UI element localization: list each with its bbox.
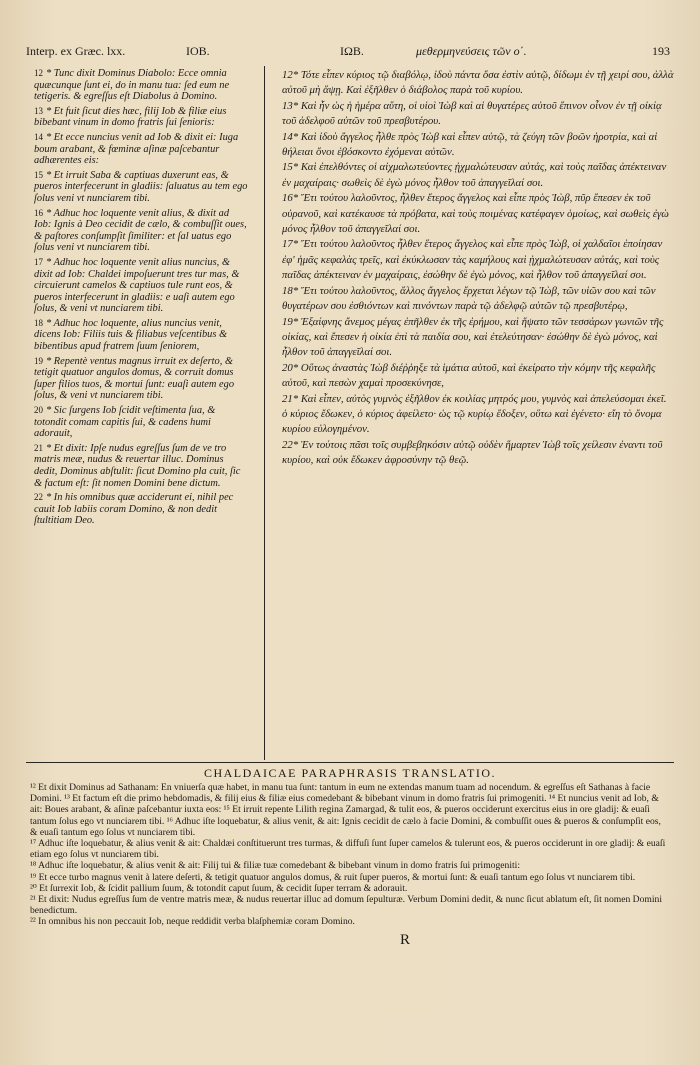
- latin-column: [34, 68, 248, 530]
- greek-verse: [282, 438, 674, 469]
- latin-verse: [34, 356, 248, 402]
- latin-verse-text: * Et dixit: Ipſe nudus egreſſus ſum de ve tro matris meæ, nudus & reuertar illuc. Dominus dedit, Dominus abſtulit: ſicut Domino pla cuit, ſic & factum eſt: ſit nomen Domini bene dictum.: [34, 442, 241, 489]
- latin-verse-text: * Et ecce nuncius venit ad Iob & dixit ei: Iuga boum arabant, & fœminæ aſinæ paſcebantur adhærentes eis:: [34, 131, 239, 167]
- greek-verse-text: * Καὶ ἦν ὡς ἡ ἡμέρα αὕτη, οἱ υἱοὶ Ἰὼβ καὶ αἱ θυγατέρες αὐτοῦ ἔπινον οἶνον ἐν τῇ οἰκίᾳ τοῦ ἀδελφοῦ αὐτῶν τοῦ πρεσβυτέρου.: [282, 99, 662, 128]
- latin-verse-text: * Sic ſurgens Iob ſcidit veſtimenta ſua, & totondit comam capitis ſui, & cadens humi adorauit,: [34, 405, 216, 440]
- latin-verse-number: 14: [34, 131, 43, 142]
- greek-verse-number: 20: [282, 361, 293, 374]
- header-greek-title: μεθερμηνεύσεις τῶν ο΄.: [416, 44, 527, 58]
- chaldaic-line: ¹⁷ Adhuc iſte loquebatur, & alius venit & ait: Chaldæi conſtituerunt tres turmas, & diffuſi ſunt ſuper camelos & tulerunt eos, & pueros occiderunt in ore gladij: & euaſi etiam ego ſolus vt nunciarem tibi.: [30, 838, 666, 861]
- header-book-greek: IΩB.: [340, 44, 364, 58]
- latin-verse-number: 21: [34, 442, 43, 453]
- latin-verse-text: * Adhuc hoc loquente venit alius nuncius, & dixit ad Iob: Chaldei impoſuerunt tres tur mas, & circuierunt camelos & captiuos tule runt eos, & pueros interfecerunt in gladiis: e uaſi autem ego ſolus, & veni vt nunciarem tibi.: [34, 256, 240, 315]
- greek-verse-number: 17: [282, 238, 293, 251]
- greek-verse-text: * Ἔτι τούτου λαλοῦντος ἦλθεν ἕτερος ἄγγελος καὶ εἶπε πρὸς Ἰὼβ, οἱ χαλδαῖοι ἐποίησαν ἐφ' ἡμᾶς κεφαλὰς τρεῖς, καὶ ἐκύκλωσαν τὰς καμήλους καὶ ᾐχμαλώτευσαν αὐτάς, καὶ τοὺς παῖδας ἀπέκτειναν ἐν μαχαίραις, ἐσώθην δὲ ἐγὼ μόνος, καὶ ἦλθον τοῦ ἀπαγγεῖλαί σοι.: [282, 238, 663, 282]
- page-header: [26, 44, 674, 62]
- latin-verse: [34, 318, 248, 353]
- header-book-latin: IOB.: [186, 44, 210, 58]
- latin-verse-number: 18: [34, 317, 43, 328]
- chaldaic-line: ¹² Et dixit Dominus ad Sathanam: En vniuerſa quæ habet, in manu tua ſunt: tantum in eum ne extendas manum tuam ad nocendum. & egreſſus eſt Sathanas à facie Domini. ¹³ Et factum eſt die primo hebdomadis, & filij eius & filiæ eius comedebant & bibebant vinum in domo fratris ſui primogeniti. ¹⁴ Et nuncius venit ad Iob, & ait: Boues arabant, & aſinæ paſcebantur iuxta eos: ¹⁵ Et irruit repente Lilith regina Zamargad, & tulit eos, & pueros occiderunt exercitus eius in ore gladij: & euaſi tantum ſolus ego vt nunciarem tibi. ¹⁶ Adhuc iſte loquebatur, & alius venit, & ait: Ignis cecidit de cælo à facie Domini, & combuſſit oues & pueros & conſumpſit eos, & euaſi tantum ego ſolus vt nunciarem tibi.: [30, 782, 661, 838]
- greek-verse-text: * Καὶ ἰδοὺ ἄγγελος ἦλθε πρὸς Ἰὼβ καὶ εἶπεν αὐτῷ, τὰ ζεύγη τῶν βοῶν ἠροτρία, καὶ αἱ θήλειαι ὄνοι ἐβόσκοντο ἐχόμεναι αὐτῶν.: [282, 130, 658, 159]
- greek-verse: [282, 191, 674, 237]
- greek-verse: [282, 315, 674, 361]
- signature-mark: R: [400, 932, 411, 948]
- latin-verse-text: * Tunc dixit Dominus Diabolo: Ecce omnia quæcunque ſunt ei, do in manu tua: ſed eum ne tetigeris. & egreſſus eſt Diabolus à Domino.: [34, 68, 230, 103]
- latin-verse-text: * In his omnibus quæ acciderunt ei, nihil pec cauit Iob labiis coram Domino, & non dedit ſtultitiam Deo.: [34, 492, 234, 527]
- latin-verse-text: * Et irruit Saba & captiuas duxerunt eas, & pueros interfecerunt in gladiis: ſaluatus au tem ego ſolus veni vt nunciarem tibi.: [34, 169, 248, 204]
- greek-verse-text: * Τότε εἶπεν κύριος τῷ διαβόλῳ, ἰδοὺ πάντα ὅσα ἐστὶν αὐτῷ, δίδωμι ἐν τῇ χειρί σου, ἀλλὰ αὐτοῦ μὴ ἅψῃ. Καὶ ἐξῆλθεν ὁ διάβολος παρὰ τοῦ κυρίου.: [282, 69, 674, 97]
- latin-verse-number: 17: [34, 256, 43, 267]
- latin-verse: [34, 208, 248, 254]
- greek-verse-number: 19: [282, 315, 293, 328]
- greek-verse-number: 22: [282, 438, 293, 451]
- chaldaic-line: ¹⁸ Adhuc iſte loquebatur, & alius venit & ait: Filij tui & filiæ tuæ comedebant & bibebant vinum in domo fratris ſui primogeniti:: [30, 860, 520, 872]
- latin-verse: [34, 132, 248, 167]
- greek-verse-number: 16: [282, 192, 293, 205]
- latin-verse-text: * Adhuc hoc loquente venit alius, & dixit ad Iob: Ignis à Deo cecidit de cælo, & combuſſit oues, & paſtores conſumpſit ſimiliter: et ſal uatus ego ſolus veni vt nunciarem tibi.: [34, 207, 247, 254]
- latin-verse-number: 22: [34, 492, 43, 503]
- greek-column: [282, 68, 674, 469]
- latin-verse: [34, 170, 248, 205]
- greek-verse: [282, 130, 674, 161]
- chaldaic-title: CHALDAICAE PARAPHRASIS TRANSLATIO.: [203, 766, 497, 780]
- greek-verse: [282, 99, 674, 130]
- greek-verse: [282, 284, 674, 315]
- section-rule: [26, 762, 674, 763]
- greek-verse: [282, 160, 674, 191]
- latin-verse-text: * Repentè ventus magnus irruit ex deſerto, & tetigit quatuor angulos domus, & corruit domus ſuper filios tuos, & mortui ſunt: euaſi autem ego ſolus, & veni vt nunciarem tibi.: [34, 355, 235, 402]
- greek-verse-text: * Ἔτι τούτου λαλοῦντος, ἦλθεν ἕτερος ἄγγελος καὶ εἶπε πρὸς Ἰὼβ, πῦρ ἔπεσεν ἐκ τοῦ οὐρανοῦ, καὶ κατέκαυσε τὰ πρόβατα, καὶ τοὺς ποιμένας κατέφαγεν ὁμοίως, καὶ σωθεὶς ἐγὼ μόνος ἦλθον τοῦ ἀπαγγεῖλαί σοι.: [282, 192, 669, 236]
- greek-verse-text: * Ἐν τούτοις πᾶσι τοῖς συμβεβηκόσιν αὐτῷ οὐδὲν ἥμαρτεν Ἰὼβ τοῖς χείλεσιν ἐναντι τοῦ κυρίου, καὶ οὐκ ἔδωκεν ἀφροσύνην τῷ θεῷ.: [282, 438, 663, 467]
- greek-verse-text: * Ἔτι τούτου λαλοῦντος, ἄλλος ἄγγελος ἔρχεται λέγων τῷ Ἰὼβ, τῶν υἱῶν σου καὶ τῶν θυγατέρων σου ἐσθιόντων καὶ πινόντων παρὰ τῷ ἀδελφῷ αὐτῶν τῷ πρεσβυτέρῳ,: [282, 284, 656, 313]
- latin-verse: [34, 443, 248, 489]
- greek-verse-number: 13: [282, 99, 293, 112]
- greek-verse-text: * Ἐξαίφνης ἄνεμος μέγας ἐπῆλθεν ἐκ τῆς ἐρήμου, καὶ ἥψατο τῶν τεσσάρων γωνιῶν τῆς οἰκίας, καὶ ἔπεσεν ἡ οἰκία ἐπὶ τὰ παιδία σου, καὶ ἐτελεύτησαν· ἐσώθην δὲ ἐγὼ μόνος, καὶ ἦλθον τοῦ ἀπαγγεῖλαί σοι.: [282, 315, 664, 359]
- latin-verse-text: * Et fuit ſicut dies hæc, filij Iob & filiæ eius bibebant vinum in domo fratris ſui ſenioris:: [34, 105, 227, 129]
- chaldaic-line: ²¹ Et dixit: Nudus egreſſus ſum de ventre matris meæ, & nudus reuertar illuc ad domum ſepulturæ. Verbum Domini dedit, & nunc ſicut ablatum eſt, ſit nomen Domini benedictum.: [30, 894, 662, 917]
- greek-verse-number: 12: [282, 69, 293, 81]
- page-number: 193: [652, 44, 670, 58]
- greek-verse-text: * Οὕτως ἀναστὰς Ἰὼβ διέῤῥηξε τὰ ἱμάτια αὐτοῦ, καὶ ἐκείρατο τὴν κόμην τῆς κεφαλῆς αὐτοῦ, καὶ πεσὼν χαμαὶ προσεκύνησε,: [282, 361, 656, 390]
- chaldaic-line: ²⁰ Et ſurrexit Iob, & ſcidit pallium ſuum, & totondit caput ſuum, & cecidit ſuper terram & adorauit.: [30, 882, 408, 894]
- latin-verse: [34, 68, 248, 103]
- chaldaic-translation: [30, 782, 670, 928]
- greek-verse: [282, 361, 674, 392]
- greek-verse: [282, 392, 674, 438]
- column-divider: [264, 66, 265, 760]
- greek-verse: [282, 68, 674, 99]
- latin-verse: [34, 405, 248, 440]
- latin-verse-text: * Adhuc hoc loquente, alius nuncius venit, dicens Iob: Filiis tuis & filiabus veſcentibus & bibentibus apud fratrem ſuum ſeniorem,: [34, 317, 228, 353]
- greek-verse-number: 18: [282, 284, 293, 297]
- latin-verse-number: 16: [34, 207, 43, 218]
- greek-verse: [282, 237, 674, 283]
- greek-verse-number: 14: [282, 130, 293, 143]
- latin-verse: [34, 257, 248, 315]
- latin-verse-number: 13: [34, 105, 43, 116]
- greek-verse-number: 21: [282, 392, 293, 405]
- latin-verse-number: 12: [34, 68, 43, 78]
- latin-verse-number: 20: [34, 405, 43, 416]
- greek-verse-number: 15: [282, 161, 293, 174]
- chaldaic-line: ¹⁹ Et ecce turbo magnus venit à latere deſerti, & tetigit quatuor angulos domus, & ruit ſuper pueros, & mortui ſunt: & euaſi tantum ego ſolus vt nunciarem tibi.: [30, 871, 636, 883]
- header-left: Interp. ex Græc. lxx.: [26, 44, 126, 58]
- latin-verse: [34, 492, 248, 527]
- latin-verse: [34, 106, 248, 129]
- greek-verse-text: * Καὶ ἐπελθόντες οἱ αἰχμαλωτεύοντες ᾐχμαλώτευσαν αὐτάς, καὶ τοὺς παῖδας ἀπέκτειναν ἐν μαχαίραις· σωθεὶς δὲ ἐγὼ μόνος ἦλθον τοῦ ἀπαγγεῖλαί σοι.: [282, 161, 667, 189]
- latin-verse-number: 15: [34, 169, 43, 180]
- chaldaic-line: ²² In omnibus his non peccauit Iob, neque reddidit verba blaſphemiæ coram Domino.: [30, 916, 355, 928]
- greek-verse-text: * Καὶ εἶπεν, αὐτὸς γυμνὸς ἐξῆλθον ἐκ κοιλίας μητρός μου, γυμνὸς καὶ ἀπελεύσομαι ἐκεῖ. ὁ κύριος ἔδωκεν, ὁ κύριος ἀφείλετο· ὡς τῷ κυρίῳ ἔδοξεν, οὕτω καὶ ἐγένετο· εἴη τὸ ὄνομα κυρίου εὐλογημένον.: [282, 392, 667, 436]
- latin-verse-number: 19: [34, 355, 43, 366]
